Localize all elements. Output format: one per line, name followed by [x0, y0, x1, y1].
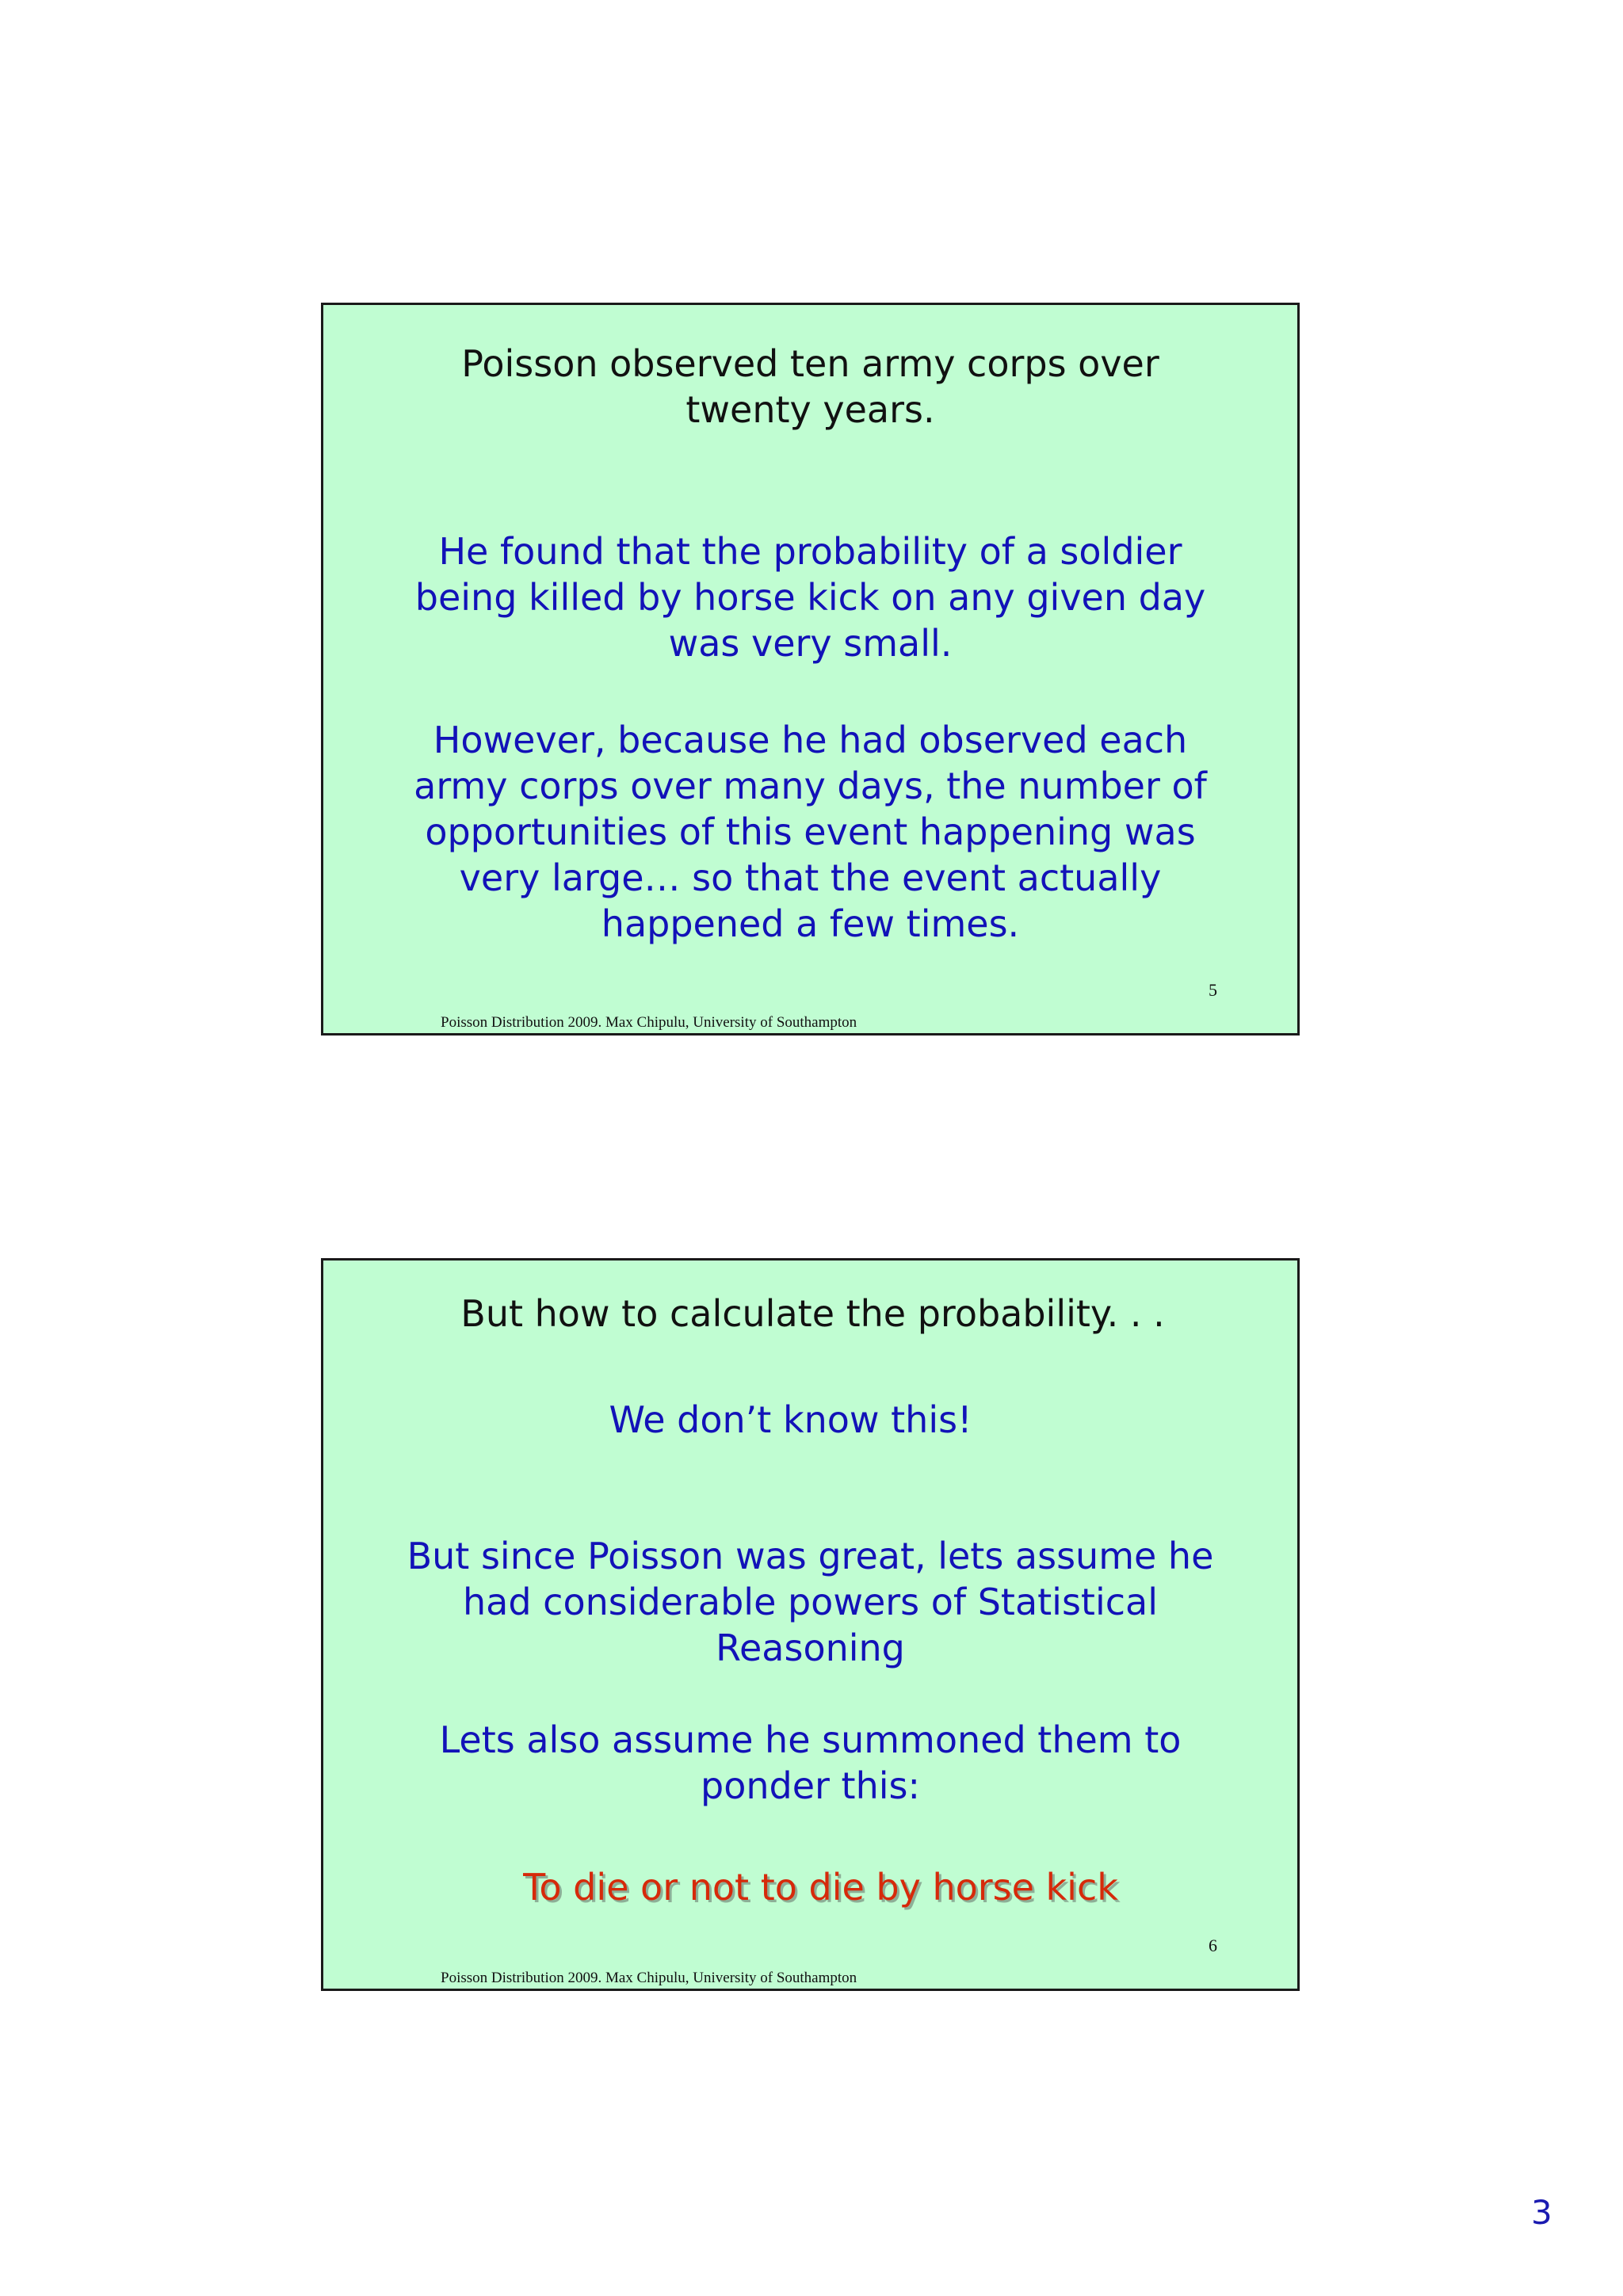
slide-title: Poisson observed ten army corps over twenty years.	[461, 342, 1159, 431]
slide-paragraph: However, because he had observed each army corps over many days, the number of opportunities of this event happening was very large… so that the event actually happened a few times.	[414, 719, 1207, 945]
slide-6	[321, 1258, 1300, 1991]
slide-paragraph: Lets also assume he summoned them to ponder this:	[439, 1718, 1182, 1807]
slide-footer: Poisson Distribution 2009. Max Chipulu, University of Southampton	[441, 1970, 857, 1986]
slide-number: 6	[1209, 1936, 1217, 1955]
slide-paragraph: He found that the probability of a soldier being killed by horse kick on any given day was very small.	[414, 530, 1206, 665]
slide-title: But how to calculate the probability. . .	[460, 1292, 1165, 1335]
slide-5	[321, 303, 1300, 1035]
slide-footer: Poisson Distribution 2009. Max Chipulu, University of Southampton	[441, 1014, 857, 1031]
slide-paragraph: But since Poisson was great, lets assume he had considerable powers of Statistical Reasoning	[407, 1535, 1214, 1669]
slide-line: We don’t know this!	[609, 1398, 972, 1441]
page-number: 3	[1531, 2193, 1552, 2232]
slide-highlight: To die or not to die by horse kick	[523, 1866, 1118, 1909]
slide-number: 5	[1209, 980, 1217, 1000]
